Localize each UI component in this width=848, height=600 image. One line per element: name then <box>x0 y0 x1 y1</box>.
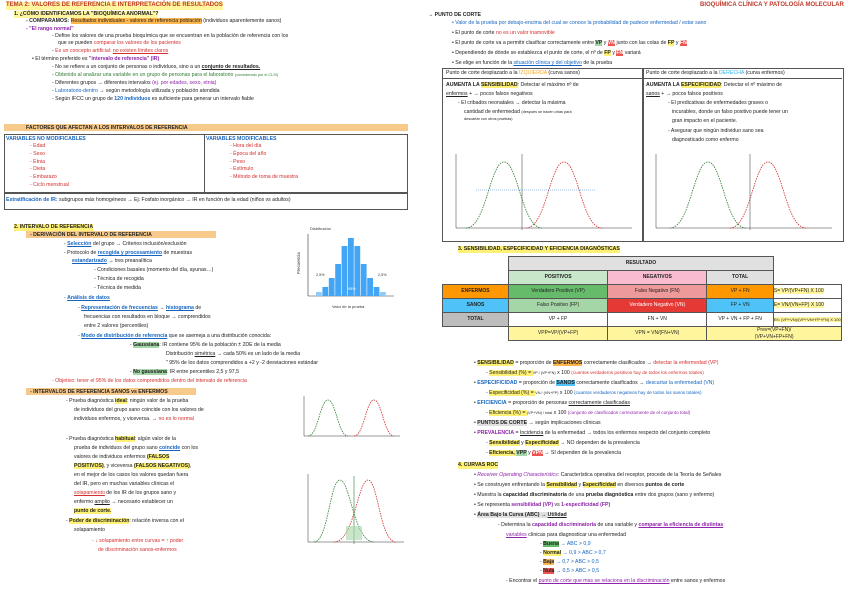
text-line: - Obtenido al analizar una variable en un grupo de personas para el laboratorio (considerado por el CLSI) <box>52 72 279 78</box>
text-line: - Prueba diagnóstica ideal: ningún valor de la prueba <box>66 398 189 404</box>
text-line: - Representación de frecuencias → histograma de <box>78 305 202 311</box>
sanos-enfermos-title: - INTERVALOS DE REFERENCIA SANOS vs ENFERMOS <box>30 389 168 395</box>
abc-list <box>540 541 606 577</box>
table-col-pos: POSITIVOS <box>508 271 607 285</box>
text-line: - Es un concepto artificial: no existen límites claros <box>52 48 169 54</box>
histogram-bar <box>374 287 380 296</box>
text-line: • El término preferido es "intervalo de referencia" (IR) <box>32 56 160 62</box>
histogram-bar <box>367 278 373 296</box>
text-line: - "El rango normal" <box>26 26 74 32</box>
text-line: • PUNTOS DE CORTE → según implicaciones clínicas <box>474 420 601 426</box>
text-line: solapamiento <box>74 527 105 533</box>
text-line: valores de individuos enfermos (FALSOS <box>74 454 170 460</box>
cutoff-left-figure <box>446 150 636 236</box>
text-line: punto de corte. <box>74 508 112 514</box>
mod-list <box>230 143 298 182</box>
text-line: - Define los valores de una prueba bioquímica que se encuentran en la población de referencia con los <box>52 33 289 39</box>
abc-item: - Normal → 0,9 > ABC > 0,7 <box>540 550 606 556</box>
derivation-title: - DERIVACIÓN DEL INTERVALO DE REFERENCIA <box>30 232 152 238</box>
table-cell: VP + FP <box>508 313 607 327</box>
table-result-header: RESULTADO <box>508 257 773 271</box>
abc-label: Baja <box>543 559 555 565</box>
text-line: • Muestra la capacidad discriminatoria de una prueba diagnóstica entre dos grupos (sano y enfermo) <box>474 492 715 498</box>
histogram-mid: 95% <box>348 287 356 291</box>
text-line: • El punto de corte no es un valor inamovible <box>452 30 555 36</box>
nomod-title: VARIABLES NO MODIFICABLES <box>6 136 86 142</box>
histogram-bar <box>329 278 335 296</box>
text-line: descartar con otros pruebas) <box>464 117 513 121</box>
formula-ef: Ef= (VP+VN)/(VP+VN+FP+FN) X 100 <box>773 313 841 327</box>
abc-item: - Buena → ABC > 0,9 <box>540 541 591 547</box>
text-line: • Se elige en función de la situación clínica y del objetivo de la prueba <box>452 60 613 66</box>
table-row-label: SANOS <box>443 299 509 313</box>
text-line: - Selección del grupo → Criterios inclusión/exclusión <box>64 241 187 247</box>
text-line: - Poder de discriminación: relación inversa con el <box>66 518 184 524</box>
cutoff-header-line <box>442 78 842 79</box>
text-line: - Prueba diagnóstica habitual: algún valor de la <box>66 436 176 442</box>
text-line: AUMENTA LA SENSIBILIDAD: Detectar el máximo nº de <box>446 82 579 88</box>
text-line: enfermo amplio → necesario establecer un <box>74 499 173 505</box>
text-line: - ↓ solapamiento entre curvas = ↑ poder <box>92 538 184 544</box>
table-vpp: VPP=VP/(VP+FP) <box>508 327 607 341</box>
text-line: estandarizado → tres preanalítica <box>72 258 152 264</box>
curves-overlap-figure <box>300 470 408 550</box>
table-row-label: ENFERMOS <box>443 285 509 299</box>
histogram-ylabel: Frecuencia <box>296 252 301 274</box>
table-cell: FN + VN <box>608 313 707 327</box>
text-line: incurables, donde un falso positivo puede tener un <box>672 109 788 115</box>
text-line: diagnosticado como enfermo <box>672 137 739 143</box>
text-line: - Eficiencia, VPP y VPN → SI dependen de la prevalencia <box>486 450 621 456</box>
list-item: - Etnia <box>30 158 45 165</box>
text-line: - No gaussiana: IR entre percentiles 2,5 y 97,5 <box>130 369 239 375</box>
text-line: - Según IFCC un grupo de 120 individuos es suficiente para generar un intervalo fiable <box>52 96 254 102</box>
text-line: de discriminación sanos-enfermos <box>98 547 177 553</box>
table-col-neg: NEGATIVOS <box>608 271 707 285</box>
text-line: - Encontrar el punto de corte que mas se relaciona en la discriminación entre sanos y enfermos <box>506 578 726 584</box>
strat-text: Estratificación de IR: subgrupos más homogéneos → Ej: Fosfato inorgánico → IR en función de la edad (niños vs adultos) <box>6 197 291 203</box>
section-1-title: 1. ¿CÓMO IDENTIFICAMOS LA "BIOQUÍMICA ANORMAL"? <box>14 11 159 17</box>
list-item: - Hora del día <box>230 143 262 149</box>
text-line: - Modo de distribución de referencia que se asemeja a una distribución conocida: <box>78 333 272 339</box>
list-item: - Dieta <box>30 166 46 173</box>
histogram-figure <box>296 224 402 314</box>
abc-label: Nula <box>543 568 555 574</box>
abc-label: Normal <box>543 550 562 556</box>
abc-range: → 0,5 > ABC > 0,5 <box>554 568 600 574</box>
text-line: solapamiento de los IR de los grupos sano y <box>74 490 177 496</box>
text-line: AUMENTA LA ESPECIFICIDAD: Detectar el nº máximo de <box>646 82 783 88</box>
abc-range: → 0,9 > ABC > 0,7 <box>561 550 606 556</box>
text-line: • ESPECIFICIDAD = proporción de SANOS correctamente clasificados → descartar la enfermedad (VN) <box>474 380 715 386</box>
abc-item: - Nula → 0,5 > ABC > 0,5 <box>540 568 600 574</box>
section-3-title: 3. SENSIBILIDAD, ESPECIFICIDAD Y EFICIENCIA DIAGNÓSTICAS <box>458 246 620 252</box>
text-line: - Laboratorio-dentro → según metodología utilizada y población atendida <box>52 88 220 94</box>
text-line: • PREVALENCIA = Incidencia de la enfermedad → todos los enfermos respecto del conjunto completo <box>474 430 711 436</box>
section-2-title: 2. INTERVALO DE REFERENCIA <box>14 224 94 230</box>
text-line: del IR, pero en muchas variables clínicas el <box>74 481 175 487</box>
text-line: entre 2 valores (percentiles) <box>84 323 149 329</box>
text-line: • Se construyen enfrentando la Sensibilidad y Especificidad en diversos puntos de corte <box>474 482 685 488</box>
text-line: • SENSIBILIDAD = proporción de ENFERMOS correctamente clasificados → detectar la enfermedad (VP) <box>474 360 719 366</box>
table-cell: Falso Positivo (FP) <box>508 299 607 313</box>
cutoff-right-title: Punto de corte desplazado a la DERECHA (curva enfermos) <box>646 70 785 76</box>
histogram-right-tail: 2,5% <box>378 273 387 277</box>
list-item: - Método de toma de muestra <box>230 174 299 181</box>
text-line: variables clínicas para diagnosticar una enfermedad <box>506 532 626 538</box>
curves-ideal-figure <box>296 392 404 442</box>
histogram-top-label: Distribución <box>310 226 331 231</box>
text-line: cantidad de enfermedad (después se hacen otras para <box>464 109 572 115</box>
text-line: enfermos + → pocos falsos negativos <box>446 91 533 97</box>
course-title: BIOQUÍMICA CLÍNICA Y PATOLOGÍA MOLECULAR <box>700 2 844 8</box>
text-line: • EFICIENCIA = proporción de personas correctamente clasificadas <box>474 400 630 406</box>
nomod-list <box>30 143 69 190</box>
abc-range: → ABC > 0,9 <box>559 541 591 547</box>
cutoff-right-figure <box>646 150 836 236</box>
text-line: " 95% de los datos comprendidos a +2 y -2 desviaciones estándar <box>166 360 318 366</box>
table-cell: VP + FN <box>707 285 774 299</box>
text-line: - Protocolo de recogida y procesamiento de muestras <box>64 250 193 256</box>
text-line: • Se representa sensibilidad (VP) vs 1-especificidad (FP) <box>474 502 611 508</box>
text-line: - Condiciones basales (momento del día, ayunas…) <box>94 267 214 273</box>
text-line: POSITIVOS), y viceversa (FALSOS NEGATIVOS), <box>74 463 192 469</box>
text-line: • Valor de la prueba por debajo-encima del cual se conoce la probabilidad de padecer enfermedad / estar sano <box>452 20 707 26</box>
text-line: de individuos del grupo sano coincide con los valores de <box>74 407 204 413</box>
histogram-bar <box>335 264 341 296</box>
text-line: sanos + → pocos falsos positivos <box>646 91 723 97</box>
text-line: - Eficiencia (%) = (VP+VN) / total x 100 (conjunto de clasificados correctamente de el conjunto total) <box>486 410 691 416</box>
abc-label: Buena <box>543 541 560 547</box>
text-line: prueba de individuos del grupo sano coincide con los <box>74 445 199 451</box>
text-line: - Gaussiana: IR contiene 95% de la población ± 2DE de la media <box>130 342 281 348</box>
text-line: - Análisis de datos <box>64 295 110 301</box>
text-line: • Dependiendo de dónde se establezca el punto de corte, el nº de FP y FN variará <box>452 50 641 56</box>
table-cell: Falso Negativo (FN) <box>608 285 707 299</box>
formula-s: S= VP/(VP+FN) X 100 <box>773 285 841 299</box>
formula-e: E= VN/(VN+FP) X 100 <box>773 299 841 313</box>
table-cell: VP + VN + FP + FN <box>707 313 774 327</box>
text-line: en el mejor de los casos los valores quedan fuera <box>74 472 189 478</box>
table-cell: FP + VN <box>707 299 774 313</box>
text-line: - Especificidad (%) = VN / (VN+FP) x 100 (cuantos verdaderos negativos hay de todos los sanos totales) <box>486 390 702 396</box>
histogram-bar <box>322 287 328 296</box>
text-line: • Área Bajo la Curva (ABC) → Utilidad <box>474 512 567 518</box>
text-line: frecuencias con resultados en bloque → comprendidos <box>84 314 211 320</box>
factors-divider <box>204 134 205 192</box>
histogram-bar <box>342 246 348 296</box>
table-vpn: VPN = VN/(FN+VN) <box>608 327 707 341</box>
cutoff-title: → PUNTO DE CORTE <box>428 12 481 18</box>
histogram-bar <box>380 292 386 296</box>
list-item: - Peso <box>230 158 245 165</box>
histogram-bar <box>316 292 322 296</box>
text-line: - El cribados neonatales → detectar la máxima <box>458 100 566 106</box>
text-line: que se pueden comparar los valores de los pacientes <box>58 40 181 46</box>
histogram-left-tail: 2,5% <box>316 273 325 277</box>
text-line: - Determina la capacidad discriminatoria de una variable y comparar la eficiencia de distintas <box>498 522 724 528</box>
text-line: individuos enfermos, y viceversa. → no es lo normal <box>74 416 194 422</box>
text-line: - El predicativas de enfermedades graves o <box>668 100 769 106</box>
text-line: - Técnica de recogida <box>94 276 144 282</box>
text-line: • Receiver Operating Characteristics: Característica operativa del receptor, procede de la Teoría de Señales <box>474 472 722 478</box>
mod-title: VARIABLES MODIFICABLES <box>206 136 277 142</box>
text-line: • El punto de corte va a permitir clasificar correctamente entre VP y VN junto con las colas de FP y FN <box>452 40 687 46</box>
list-item: - Sexo <box>30 150 45 157</box>
list-item: - Estímulo <box>230 166 254 173</box>
text-line: - Diferentes grupos → diferentes intervalos (ej. por edades, sexo, etnia) <box>52 80 217 86</box>
contingency-table <box>442 256 842 341</box>
list-item: - Época del año <box>230 150 267 157</box>
histogram-bar <box>361 264 367 296</box>
table-col-total: TOTAL <box>707 271 774 285</box>
table-prev: Prev=(VP+FN)/ (VP+VN+FP+FN) <box>707 327 842 341</box>
text-line: - Técnica de medida <box>94 285 141 291</box>
abc-range: → 0,7 > ABC > 0,5 <box>554 559 599 565</box>
text-line: - Sensibilidad (%) = VP / (VP+FN) x 100 (cuantos verdaderos positivos hay de todos los enfermos totales) <box>486 370 704 376</box>
text-line: - COMPARAMOS: Resultados individuales - valores de referencia población (individuos aparentemente sanos) <box>26 18 282 24</box>
cutoff-left-title: Punto de corte desplazado a la IZQUIERDA (curva sanos) <box>446 70 580 76</box>
text-line: - Sensibilidad y Especificidad → NO dependen de la prevalencia <box>486 440 640 446</box>
text-line: - No se refiere a un conjunto de personas o individuos, sino a un conjunto de resultados. <box>52 64 261 70</box>
table-cell: Verdadero Negativo (VN) <box>608 299 707 313</box>
page-title: TEMA 2: VALORES DE REFERENCIA E INTERPRETACIÓN DE RESULTADOS <box>6 2 223 8</box>
abc-item: - Baja → 0,7 > ABC > 0,5 <box>540 559 599 565</box>
table-cell: Verdadero Positivo (VP) <box>508 285 607 299</box>
text-line: - Asegurar que ningún individuo sano sea <box>668 128 764 134</box>
objective-text: - Objetivo: tener el 95% de los datos comprendidos dentro del intervalo de referencia <box>52 378 247 384</box>
table-row-label: TOTAL <box>443 313 509 327</box>
text-line: Distribución simétrica → cada 50% es un lado de la media <box>166 351 301 357</box>
list-item: - Ciclo menstrual <box>30 181 69 188</box>
histogram-xlabel: Valor de la prueba <box>332 304 365 309</box>
list-item: - Embarazo <box>30 174 57 181</box>
list-item: - Edad <box>30 143 46 149</box>
text-line: gran impacto en el paciente. <box>672 118 738 124</box>
factors-title: FACTORES QUE AFECTAN A LOS INTERVALOS DE REFERENCIA <box>26 125 188 131</box>
section-4-title: 4. CURVAS ROC <box>458 462 499 468</box>
